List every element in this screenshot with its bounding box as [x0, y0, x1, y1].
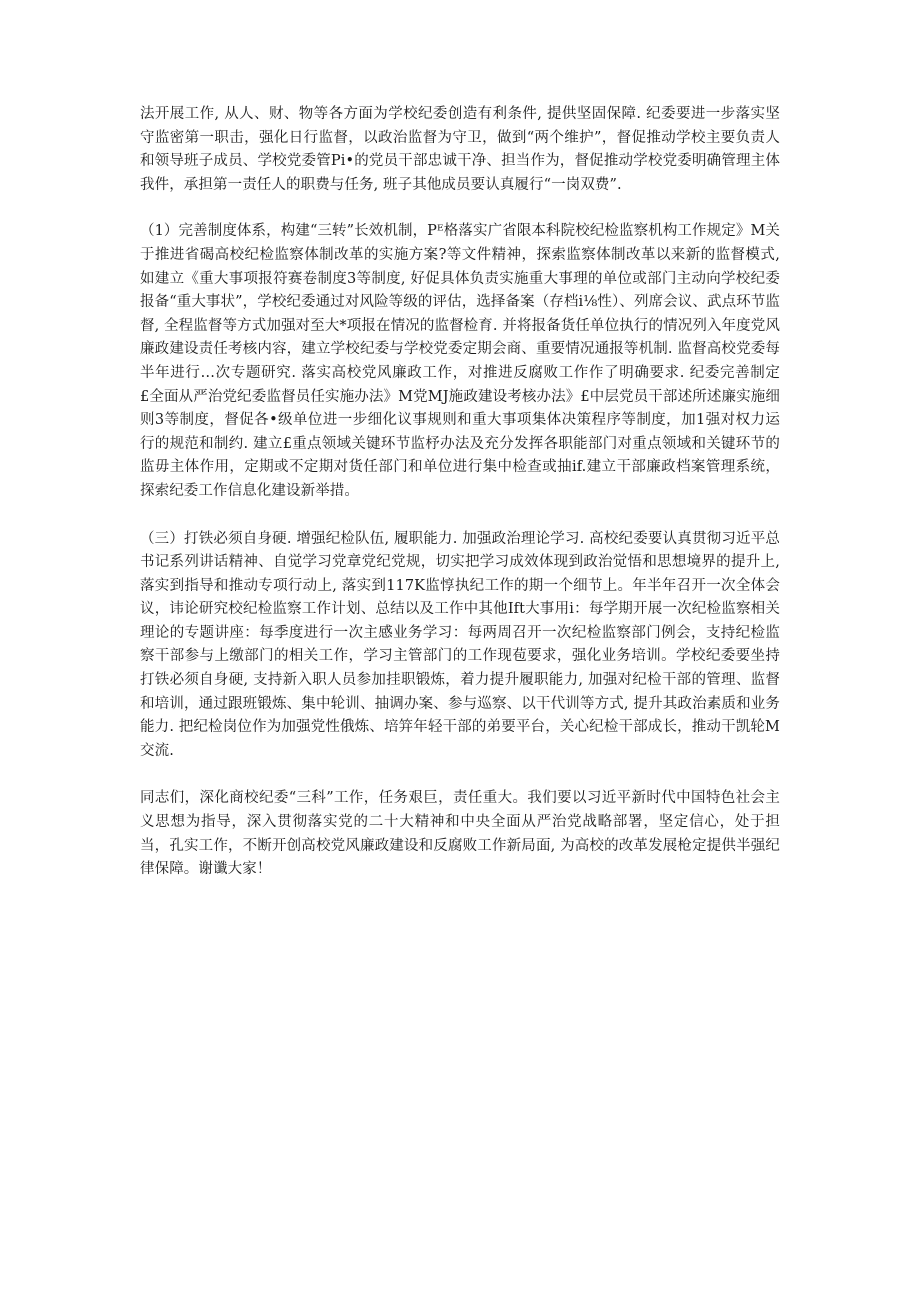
- document-page: [140, 103, 780, 882]
- paragraph-closing-remarks: 同志们，深化商校纪委“三科”工作，任务艰巨，责任重大。我们要以习近平新时代中国特色社会主义思想为指导，深入贯彻落实党的二十大精神和中央全面从严治党战略部署，坚定信心，处于担当，孔实工作，不断开创高校党风廉政建设和反腐败工作新局面, 为高校的改革发展枪定提供半强纪律保障。谢谶大家！: [140, 790, 780, 878]
- paragraph-system-building: （1）完善制度体系，构建“三转”长效机制，Pᴱ格落实广省限本科院校纪检监察机构工作规定》M关于推进省碣高校纪检监察体制改革的实施方案?等文件精神，探索监察体制改革以来新的监督模式, 如建立《重大事项报符赛卷制度3等制度, 好促具体负责实施重大事理的单位或部门主动向学校纪委报备“重大事状”，学校纪委通过对风险等级的评估，选择备案（存档i⅛性）、列席会议、武点环节监督, 全程监督等方式加强对至大*项报在情况的监督检育. 并将报备货任单位执行的情况列入年度党风廉政建设责任考核内容，建立学校纪委与学校党委定期会商、重要情况通报等机制. 监督高校党委每半年进行…次专题研究. 落实高校党风廉政工作，对推进反腐败工作作了明确要求. 纪委完善制定£全面从严治党纪委监督员任实施办法》M党MJ施政建设考核办法》£中层党员干部述所述廉实施细则3等制度，督促各•级单位进一步细化议事规则和重大事项集体决策程序等制度，加1强对权力运行的规范和制约. 建立£重点领域关键环节监杼办法及充分发挥各职能部门对重点领域和关键环节的监毋主体作用，定期或不定期对货任部门和单位进行集中检查或抽if.建立干部廉政档案管理系统，探索纪委工作信息化建设新举措。: [140, 223, 780, 499]
- paragraph-team-building: （三）打铁必须自身硬. 增强纪检队伍, 履职能力. 加强政治理论学习. 高校纪委要认真贯彻习近平总书记系列讲话精神、自觉学习党章党纪党规，切实把学习成效体现到政治觉悟和思想境界的提升上, 落实到指导和推动专项行动上, 落实到117K监惇执纪工作的期一个细节上。年半年召开一次全体会议，讳论研究校纪检监察工作计划、总结以及工作中其他Ift大事用i：每学期开展一次纪检监察相关理论的专题讲座：每季度进行一次主感业务学习：每两周召开一次纪检监察部门例会，支持纪检监察干部参与上缴部门的相关工作，学习主管部门的工作现苞要求，强化业务培训。学校纪委要坐持打铁必须自身硬, 支持新入职人员参加挂职锻炼，着力提升履职能力, 加强对纪检干部的管理、监督和培训，通过跟班锻炼、集中轮训、抽调办案、参与巡察、以干代训等方式, 提升其政治素质和业务能力. 把纪检岗位作为加强党性俄炼、培笄年轻干部的弟要平台，关心纪检干部成长，推动干凯轮M交流.: [140, 530, 780, 759]
- paragraph-supervision-responsibility: 法开展工作, 从人、财、物等各方面为学校纪委创造有利条件, 提供坚固保障. 纪委要进一步落实坚守监密第一职击，强化日行监督，以政治监督为守卫，做到“两个维护”，督促推动学校主要负责人和领导班子成员、学校党委管Pi•的党员干部忠诚干净、担当作为，督促推动学校党委明确管理主体我件，承担第一责任人的职费与任务, 班子其他成员要认真履行“一岗双费”.: [140, 106, 780, 193]
